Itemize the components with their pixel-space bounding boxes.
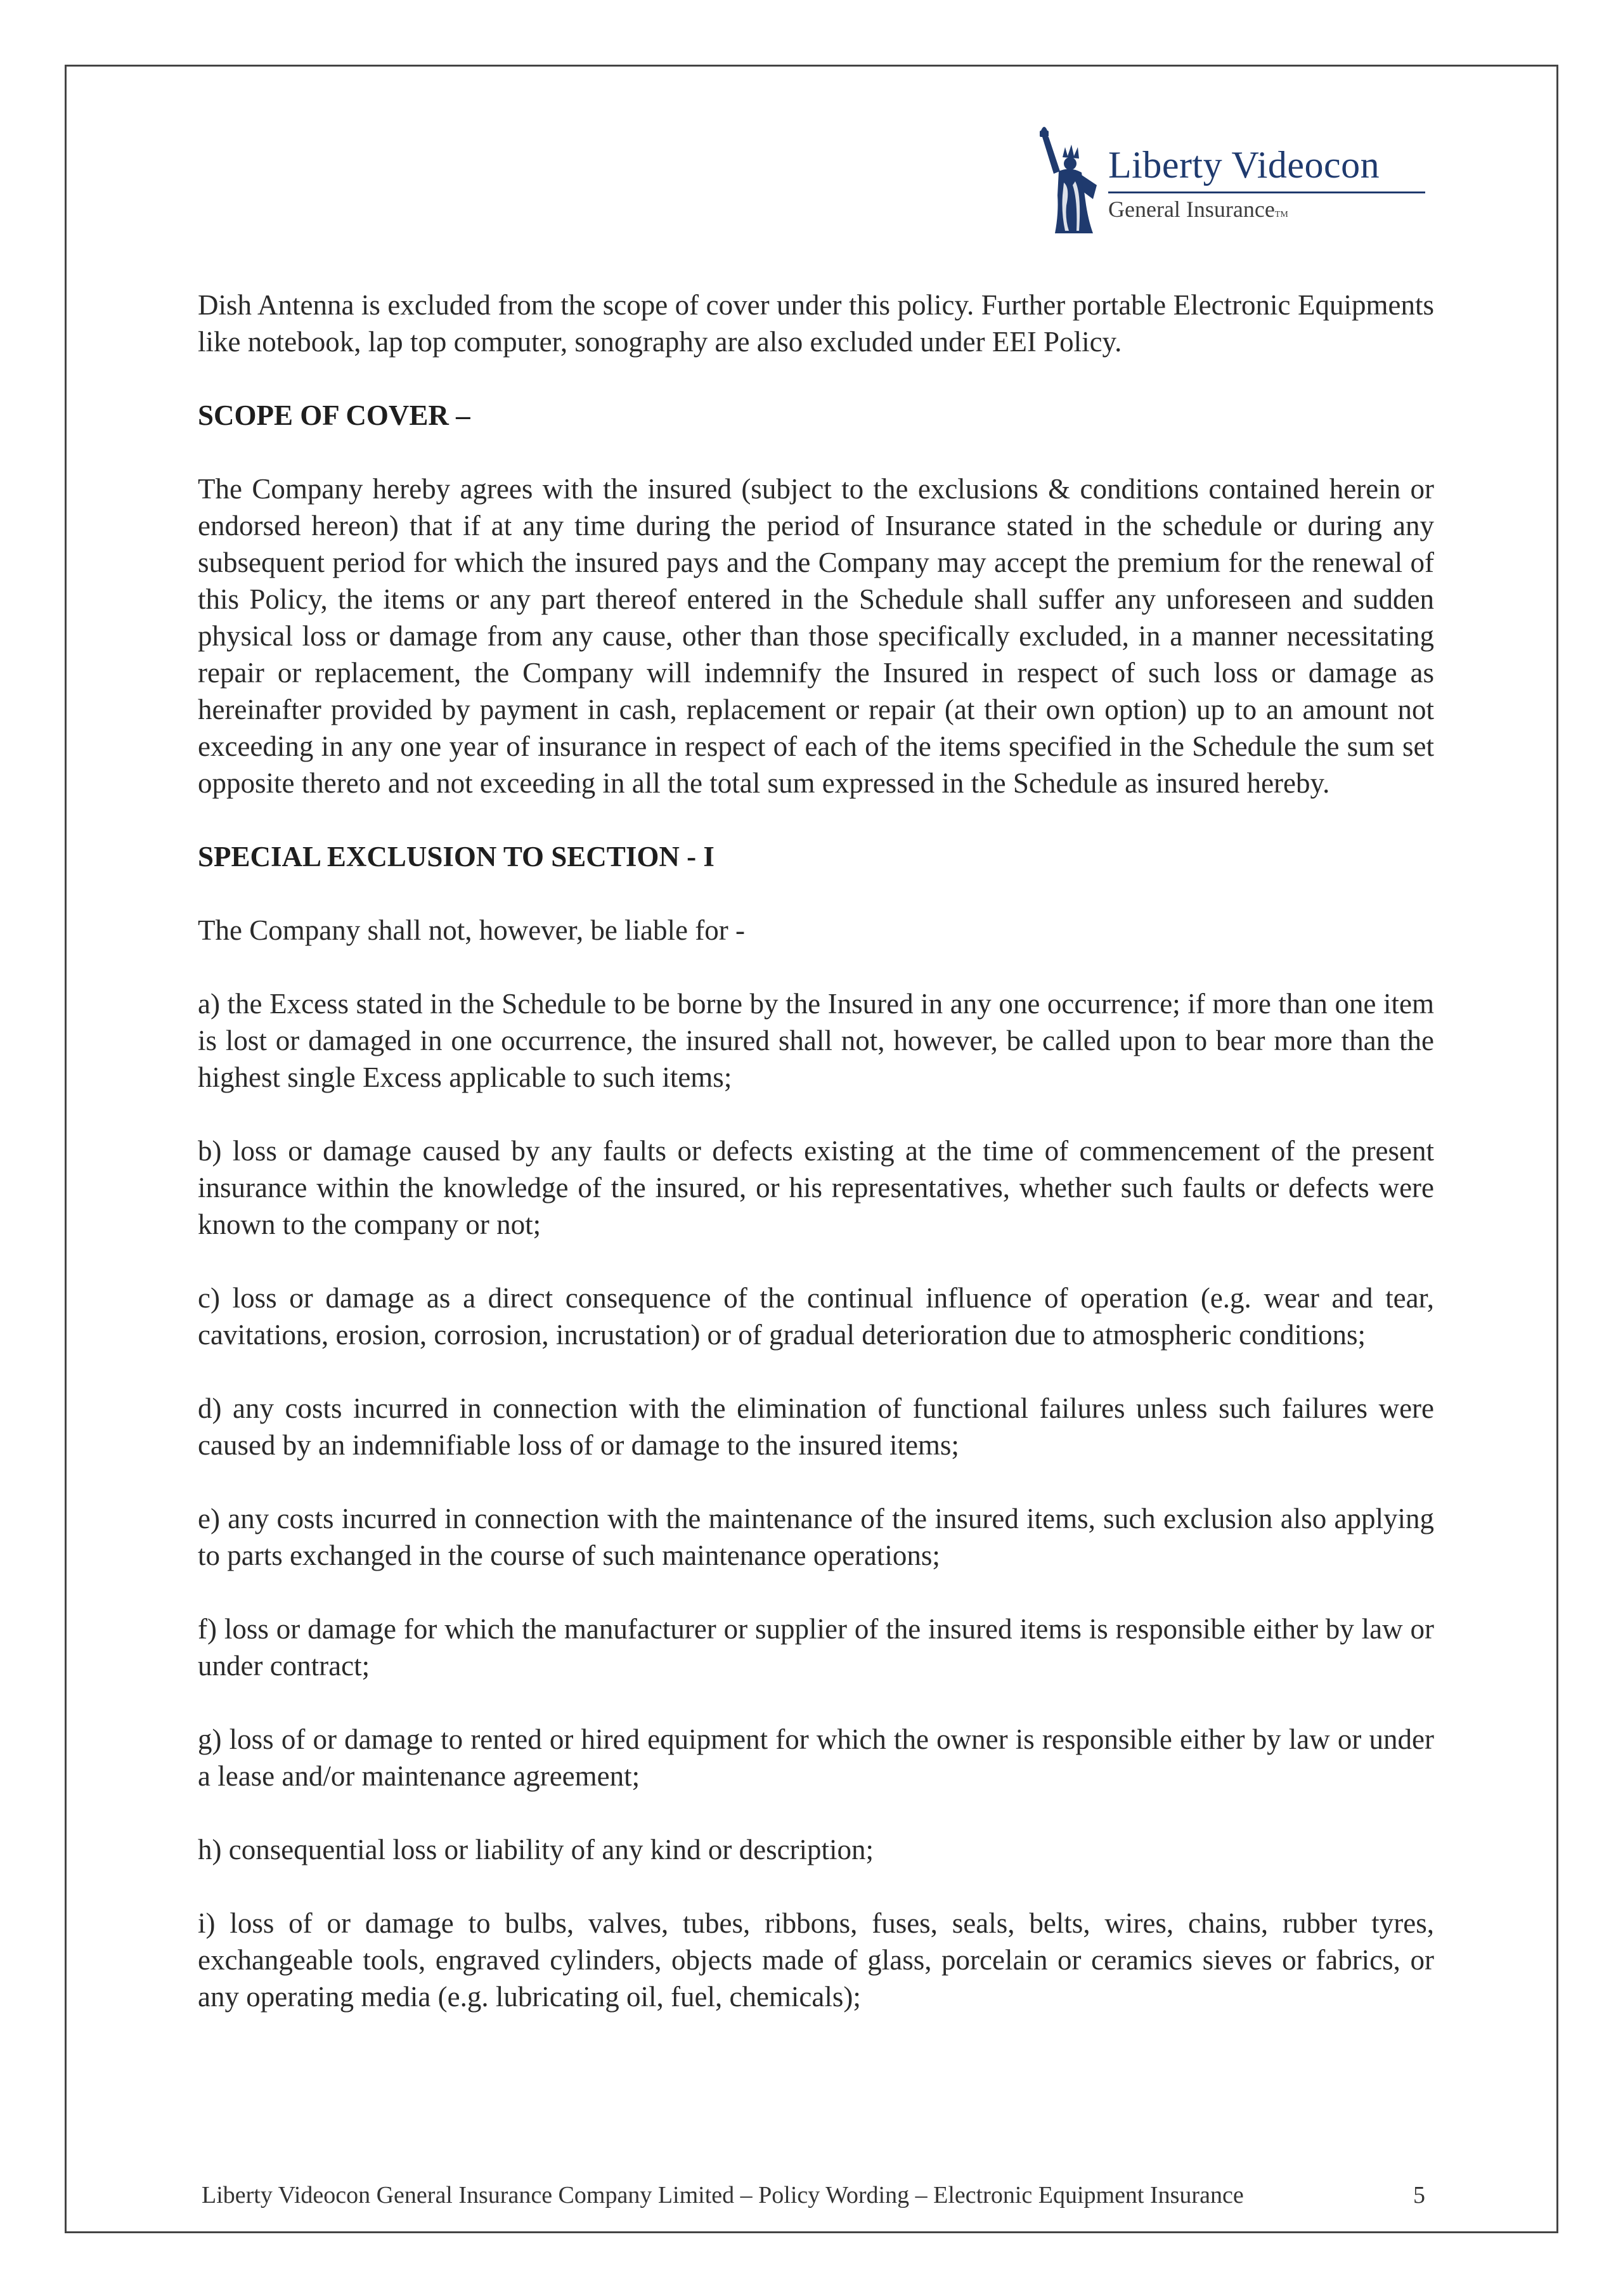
logo-subtitle: General InsuranceTM [1108, 197, 1288, 222]
exclusion-item-d: d) any costs incurred in connection with the elimination of functional failures unless such failures were caused by an indemnifiable loss of or damage to the insured items; [198, 1392, 1434, 1461]
document-body [198, 287, 1434, 2052]
exclusion-item-c: c) loss or damage as a direct consequence of the continual influence of operation (e.g. wear and tear, cavitations, erosion, corrosion, incrustation) or of gradual deterioration due to atmospheric conditions; [198, 1282, 1434, 1351]
exclusion-lead: The Company shall not, however, be liable for - [198, 914, 745, 946]
exclusion-item-e: e) any costs incurred in connection with the maintenance of the insured items, such exclusion also applying to parts exchanged in the course of such maintenance operations; [198, 1503, 1434, 1571]
statue-of-liberty-icon [1027, 124, 1109, 238]
special-exclusion-heading: SPECIAL EXCLUSION TO SECTION - I [198, 841, 715, 872]
logo-wordmark: Liberty Videocon [1108, 144, 1380, 186]
company-logo [1027, 124, 1433, 238]
exclusion-item-b: b) loss or damage caused by any faults or defects existing at the time of commencement of the present insurance within the knowledge of the insured, or his representatives, whether such faults or defects were known to the company or not; [198, 1135, 1434, 1240]
footer-text: Liberty Videocon General Insurance Company Limited – Policy Wording – Electronic Equipment Insurance [202, 2182, 1244, 2208]
scope-of-cover-paragraph: The Company hereby agrees with the insured (subject to the exclusions & conditions contained herein or endorsed hereon) that if at any time during the period of Insurance stated in the schedule or during any subsequent period for which the insured pays and the Company may accept the premium for the renewal of this Policy, the items or any part thereof entered in the Schedule shall suffer any unforeseen and sudden physical loss or damage from any cause, other than those specifically excluded, in a manner necessitating repair or replacement, the Company will indemnify the Insured in respect of such loss or damage as hereinafter provided by payment in cash, replacement or repair (at their own option) up to an amount not exceeding in any one year of insurance in respect of each of the items specified in the Schedule the sum set opposite thereto and not exceeding in all the total sum expressed in the Schedule as insured hereby. [198, 473, 1434, 799]
exclusion-item-f: f) loss or damage for which the manufacturer or supplier of the insured items is responsible either by law or under contract; [198, 1613, 1434, 1682]
intro-paragraph: Dish Antenna is excluded from the scope of cover under this policy. Further portable Electronic Equipments like notebook, lap top computer, sonography are also excluded under EEI Policy. [198, 289, 1434, 358]
scope-of-cover-heading: SCOPE OF COVER – [198, 399, 470, 431]
exclusion-item-g: g) loss of or damage to rented or hired equipment for which the owner is responsible either by law or under a lease and/or maintenance agreement; [198, 1723, 1434, 1792]
page-number: 5 [1413, 2182, 1425, 2208]
logo-underline [1108, 191, 1425, 193]
exclusion-item-a: a) the Excess stated in the Schedule to be borne by the Insured in any one occurrence; if more than one item is lost or damaged in one occurrence, the insured shall not, however, be called upon to bear more than the highest single Excess applicable to such items; [198, 988, 1434, 1093]
exclusion-item-h: h) consequential loss or liability of any kind or description; [198, 1834, 874, 1865]
exclusion-item-i: i) loss of or damage to bulbs, valves, tubes, ribbons, fuses, seals, belts, wires, chains, rubber tyres, exchangeable tools, engraved cylinders, objects made of glass, porcelain or ceramics sieves or fabrics, or any operating media (e.g. lubricating oil, fuel, chemicals); [198, 1907, 1434, 2013]
trademark-mark: TM [1274, 210, 1288, 219]
